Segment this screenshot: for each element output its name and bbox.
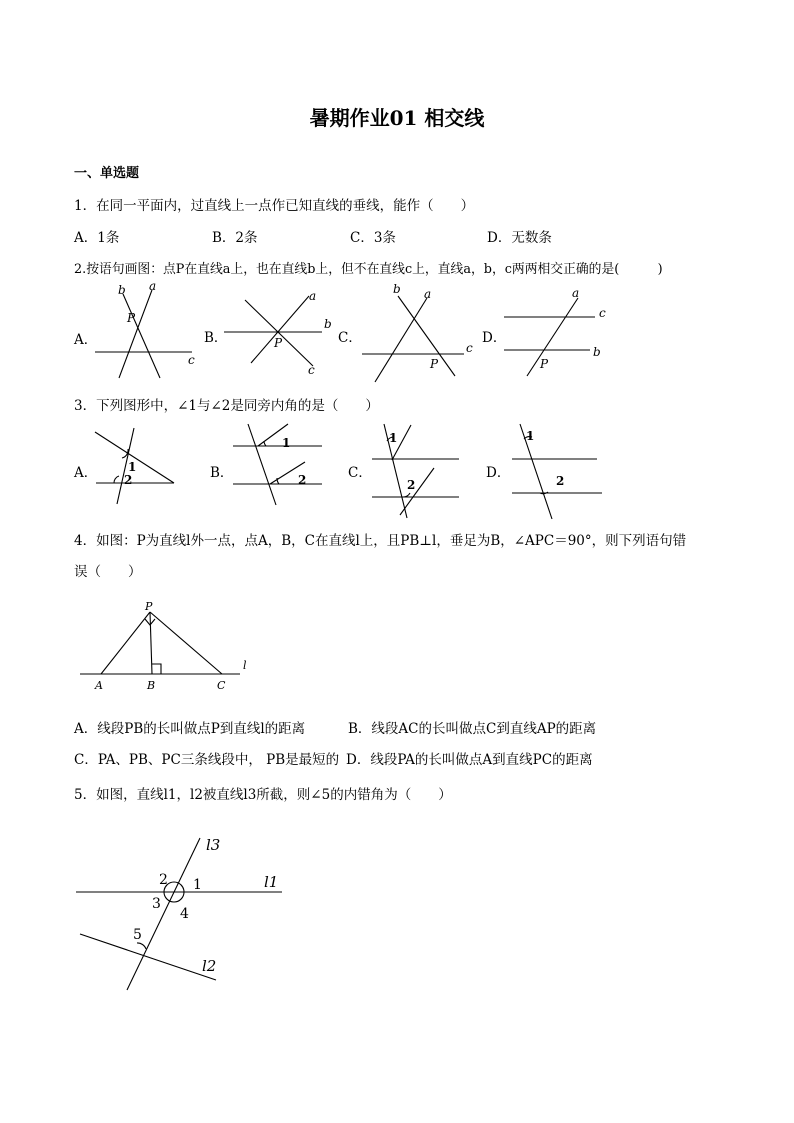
q5-label-2: 2 [159,872,168,888]
question-4-stem-line1: 4．如图：P为直线l外一点，点A，B，C在直线l上，且PB⊥l，垂足为B，∠APC＝90°，则下列语句错 [74,533,687,549]
question-1-option-b: B．2条 [212,230,258,246]
q2-figure-d [504,286,606,376]
q5-label-4: 4 [180,906,189,922]
question-2-stem: 2.按语句画图：点P在直线a上，也在直线b上，但不在直线c上，直线a，b，c两两相交正确的是( ) [74,262,663,277]
q3a-label-2: 2 [124,473,133,487]
q3b-label-1: 1 [282,436,291,450]
question-2-option-b-label: B． [204,330,228,346]
q2a-label-b: b [118,283,126,297]
q5-label-1: 1 [193,877,202,893]
q2c-label-p: P [430,357,439,371]
question-3-option-b-label: B． [210,465,234,481]
question-4-option-c: C．PA、PB、PC三条线段中， PB是最短的 [74,752,340,768]
section-heading: 一、单选题 [74,166,140,181]
q3-figure-c [372,424,459,518]
q5-label-l3: l3 [206,836,221,854]
q2a-label-a: a [149,279,157,293]
q5-label-l1: l1 [264,873,279,891]
question-1-option-a: A．1条 [74,230,120,246]
page-title: 暑期作业01 相交线 [309,106,485,130]
q5-figure [76,836,282,990]
q2-figure-c [362,282,473,382]
question-4-option-a: A．线段PB的长叫做点P到直线l的距离 [74,721,306,737]
question-2-option-c-label: C． [338,330,362,346]
q2a-label-c: c [188,353,195,367]
question-1-option-d: D．无数条 [487,230,552,246]
question-4-option-d: D．线段PA的长叫做点A到直线PC的距离 [346,752,593,768]
q2a-label-p: P [127,311,136,325]
q4-label-a: A [95,679,103,692]
q3c-label-1: 1 [389,431,398,445]
q3c-label-2: 2 [407,478,416,492]
q2c-label-a: a [424,287,432,301]
q2b-label-a: a [309,289,317,303]
q2d-label-b: b [593,345,601,359]
question-3-option-d-label: D． [486,465,511,481]
q2-figure-a [95,279,195,378]
q3-figure-a [95,428,174,504]
question-2-option-d-label: D． [482,330,507,346]
question-2-option-a-label: A． [74,332,98,348]
q5-label-5: 5 [133,927,142,943]
q2d-label-a: a [572,286,580,300]
question-3-option-c-label: C． [348,465,372,481]
q2b-label-b: b [324,317,332,331]
q5-label-3: 3 [152,896,161,912]
q5-label-l2: l2 [202,957,217,975]
question-3-stem: 3．下列图形中，∠1与∠2是同旁内角的是（ ） [74,398,379,414]
q3-figure-d [512,424,602,519]
q3a-label-1: 1 [128,460,137,474]
q4-label-l: l [243,659,247,672]
q2b-label-p: P [274,336,283,350]
q2d-label-c: c [599,306,606,320]
q4-figure [80,600,247,692]
question-5-stem: 5．如图，直线l1，l2被直线l3所截，则∠5的内错角为（ ） [74,787,452,803]
q4-label-p: P [145,600,153,613]
q2-figure-b [224,289,332,377]
q2c-label-b: b [393,282,401,296]
q2d-label-p: P [540,357,549,371]
q3d-label-1: 1 [526,429,535,443]
q3-figure-b [233,424,322,505]
q4-label-b: B [147,679,156,692]
q3d-label-2: 2 [556,474,565,488]
q2c-label-c: c [466,341,473,355]
question-3-option-a-label: A． [74,465,98,481]
q4-label-c: C [217,679,226,692]
question-1-stem: 1．在同一平面内，过直线上一点作已知直线的垂线，能作（ ） [74,198,475,214]
q2b-label-c: c [308,363,315,377]
question-4-option-b: B．线段AC的长叫做点C到直线AP的距离 [348,721,597,737]
question-4-stem-line2: 误（ ） [74,564,142,580]
question-1-option-c: C．3条 [350,230,396,246]
q3b-label-2: 2 [298,473,307,487]
